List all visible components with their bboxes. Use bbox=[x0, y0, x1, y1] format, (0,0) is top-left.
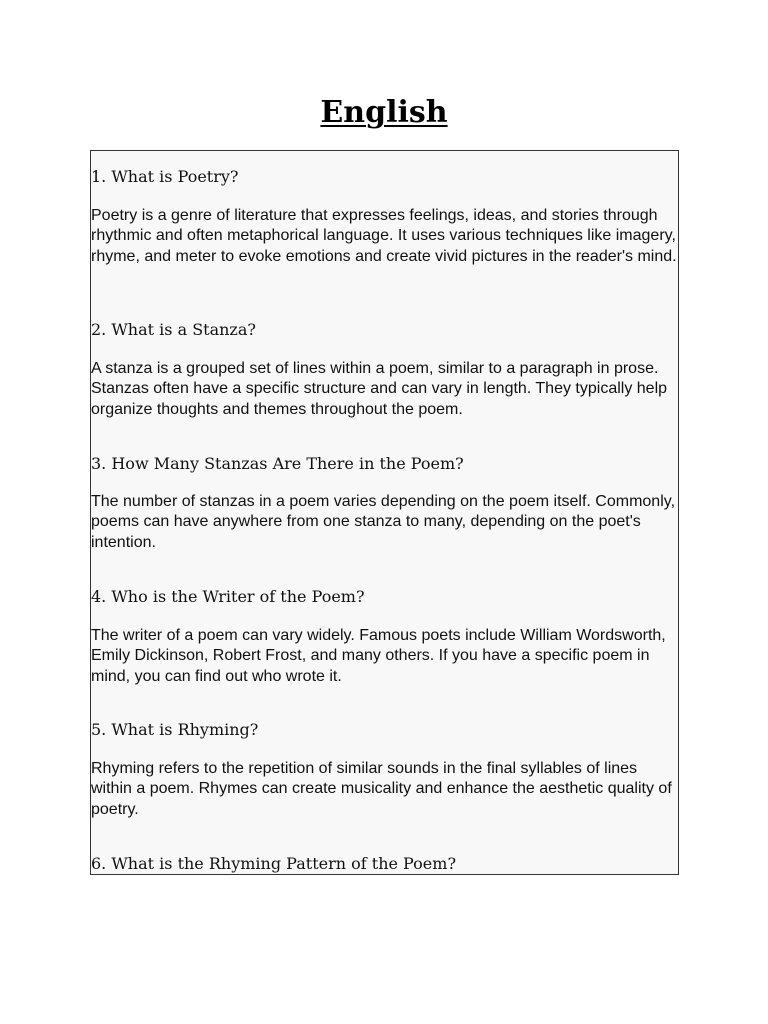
answer-paragraph: Rhyming refers to the repetition of similar sounds in the final syllables of lines within a poem. Rhymes can create musicality and enhance the aesthetic quality of poetry. bbox=[91, 760, 672, 818]
question-heading: 5. What is Rhyming? bbox=[91, 720, 259, 739]
page-title: English bbox=[320, 95, 448, 130]
answer-paragraph: Poetry is a genre of literature that expresses feelings, ideas, and stories through rhythmic and often metaphorical language. It uses various techniques like imagery, rhyme, and meter to evoke emotions and create vivid pictures in the reader's mind. bbox=[91, 207, 677, 265]
question-heading: 4. Who is the Writer of the Poem? bbox=[91, 587, 365, 606]
content-box bbox=[90, 150, 679, 875]
question-heading: 2. What is a Stanza? bbox=[91, 320, 256, 339]
answer-paragraph: The number of stanzas in a poem varies depending on the poem itself. Commonly, poems can have anywhere from one stanza to many, depending on the poet's intention. bbox=[91, 493, 676, 551]
question-heading: 3. How Many Stanzas Are There in the Poem? bbox=[91, 454, 464, 473]
question-heading: 6. What is the Rhyming Pattern of the Poem? bbox=[91, 854, 457, 873]
question-heading: 1. What is Poetry? bbox=[91, 167, 239, 186]
answer-paragraph: The writer of a poem can vary widely. Famous poets include William Wordsworth, Emily Dickinson, Robert Frost, and many others. If you have a specific poem in mind, you can find out who wrote it. bbox=[91, 627, 666, 685]
answer-paragraph: A stanza is a grouped set of lines within a poem, similar to a paragraph in prose. Stanzas often have a specific structure and can vary in length. They typically help organize thoughts and themes throughout the poem. bbox=[91, 360, 668, 418]
